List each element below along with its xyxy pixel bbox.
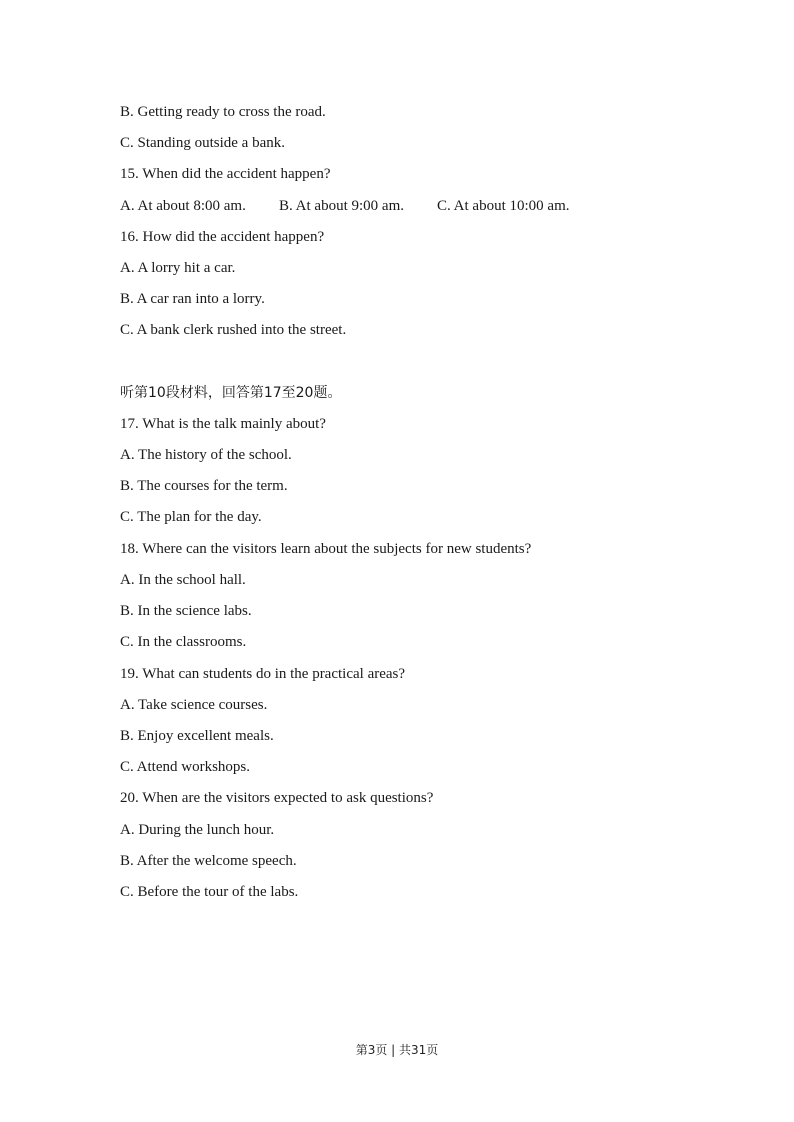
option-15a: A. At about 8:00 am. — [120, 198, 246, 214]
question-18: 18. Where can the visitors learn about the subjects for new students? — [120, 541, 532, 557]
option-15b: B. At about 9:00 am. — [279, 198, 404, 214]
option-20a: A. During the lunch hour. — [120, 822, 275, 838]
page-footer: 第3页 | 共31页 — [355, 1043, 439, 1057]
option-16a: A. A lorry hit a car. — [120, 260, 236, 276]
option-16b: B. A car ran into a lorry. — [120, 291, 265, 307]
question-20: 20. When are the visitors expected to ask questions? — [120, 790, 434, 806]
section-heading: 听第10段材料，回答第17至20题。 — [120, 385, 342, 401]
option-19b: B. Enjoy excellent meals. — [120, 728, 274, 744]
question-19: 19. What can students do in the practical areas? — [120, 666, 406, 682]
option-18c: C. In the classrooms. — [120, 634, 247, 650]
option-19a: A. Take science courses. — [120, 697, 268, 713]
option-20c: C. Before the tour of the labs. — [120, 884, 299, 900]
question-15: 15. When did the accident happen? — [120, 166, 331, 182]
option-16c: C. A bank clerk rushed into the street. — [120, 322, 347, 338]
option-15c: C. At about 10:00 am. — [437, 198, 570, 214]
option-14b: B. Getting ready to cross the road. — [120, 104, 326, 120]
question-16: 16. How did the accident happen? — [120, 229, 325, 245]
option-19c: C. Attend workshops. — [120, 759, 251, 775]
option-18a: A. In the school hall. — [120, 572, 246, 588]
option-17c: C. The plan for the day. — [120, 509, 262, 525]
option-20b: B. After the welcome speech. — [120, 853, 297, 869]
option-17a: A. The history of the school. — [120, 447, 292, 463]
option-14c: C. Standing outside a bank. — [120, 135, 285, 151]
option-18b: B. In the science labs. — [120, 603, 252, 619]
option-17b: B. The courses for the term. — [120, 478, 288, 494]
question-17: 17. What is the talk mainly about? — [120, 416, 326, 432]
